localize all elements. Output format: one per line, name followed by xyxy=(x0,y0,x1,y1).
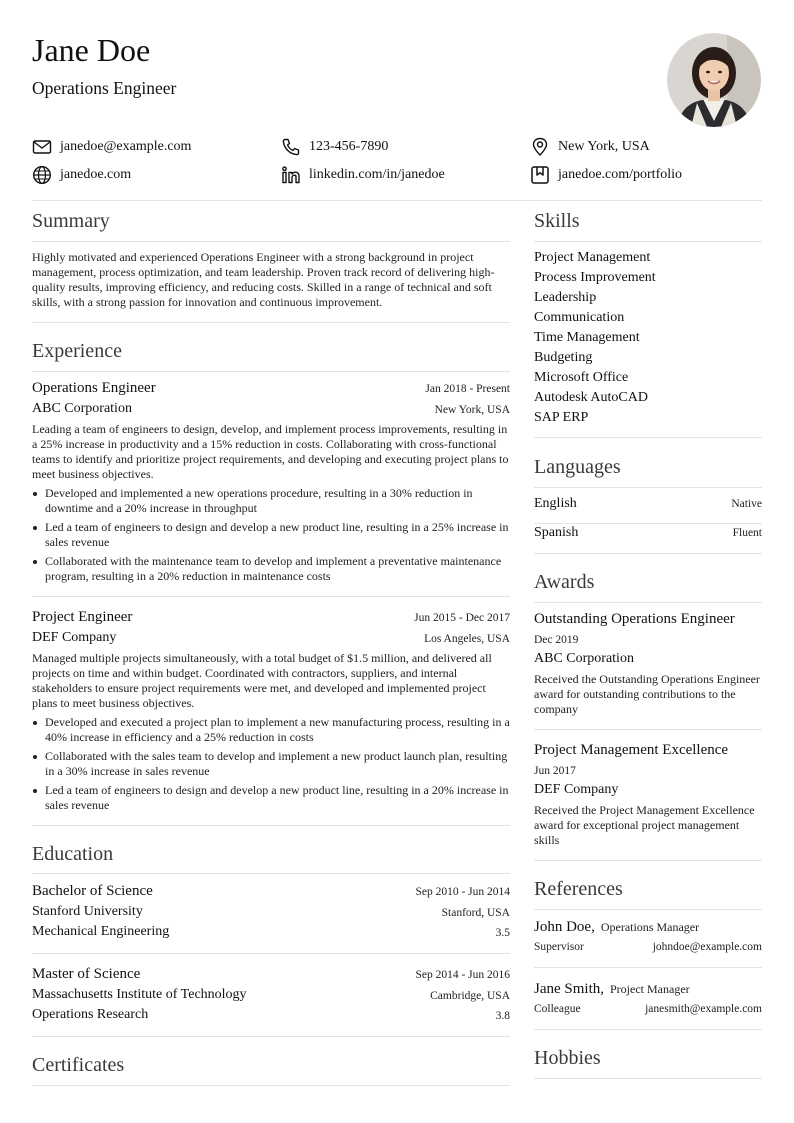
award-issuer: ABC Corporation xyxy=(534,651,634,666)
reference-name: John Doe, xyxy=(534,919,595,935)
reference-name: Jane Smith, xyxy=(534,981,604,997)
skill-item: Autodesk AutoCAD xyxy=(534,390,648,405)
reference-role: Project Manager xyxy=(610,982,690,996)
contact-linkedin[interactable] xyxy=(281,165,445,185)
education-divider xyxy=(32,873,510,874)
job-description: Managed multiple projects simultaneously, with a total budget of $1.5 million, and delivered all projects on time and within budget. Coordinated with contractors, suppliers, and internal stakeholders to ensure project requirements were met, and developed and implemented project plans to meet business objectives. xyxy=(32,651,492,710)
references-heading: References xyxy=(534,878,623,900)
contact-location xyxy=(530,137,650,157)
edu-dates: Sep 2014 - Jun 2016 xyxy=(415,969,510,981)
contact-phone[interactable] xyxy=(281,137,388,157)
skill-item: Process Improvement xyxy=(534,270,656,285)
contact-email[interactable] xyxy=(32,137,191,157)
summary-heading: Summary xyxy=(32,210,110,232)
job-title: Project Engineer xyxy=(32,609,133,625)
reference-relation: Supervisor xyxy=(534,941,584,953)
skill-item: SAP ERP xyxy=(534,410,589,425)
edu-divider xyxy=(32,953,510,954)
contact-location-text: New York, USA xyxy=(558,139,650,154)
job-bullet: Developed and executed a project plan to implement a new manufacturing process, resulting in a 40% increase in efficiency and a 25% reduction in costs xyxy=(32,715,510,745)
award-description: Received the Project Management Excellence award for exceptional project management skills xyxy=(534,803,755,847)
reference-email[interactable]: janesmith@example.com xyxy=(645,1003,762,1015)
awards-divider xyxy=(534,602,762,603)
contact-website[interactable] xyxy=(32,165,131,185)
award-issuer: DEF Company xyxy=(534,782,619,797)
portfolio-icon xyxy=(530,165,550,185)
job-dates: Jan 2018 - Present xyxy=(425,383,510,395)
globe-icon xyxy=(32,165,52,185)
award-divider xyxy=(534,729,762,730)
hobbies-divider xyxy=(534,1078,762,1079)
award-date: Jun 2017 xyxy=(534,765,576,777)
award-description: Received the Outstanding Operations Engineer award for outstanding contributions to the company xyxy=(534,672,760,716)
language-level: Fluent xyxy=(732,527,762,539)
edu-dates: Sep 2010 - Jun 2014 xyxy=(415,886,510,898)
linkedin-icon xyxy=(281,165,301,185)
skill-item: Budgeting xyxy=(534,350,593,365)
experience-heading: Experience xyxy=(32,340,122,362)
award-date: Dec 2019 xyxy=(534,634,579,646)
contact-linkedin-text: linkedin.com/in/janedoe xyxy=(309,167,445,182)
skills-end-divider xyxy=(534,437,762,438)
mail-icon xyxy=(32,137,52,157)
skill-item: Communication xyxy=(534,310,625,325)
award-title: Project Management Excellence xyxy=(534,742,729,758)
profile-photo xyxy=(667,33,761,127)
skills-divider xyxy=(534,241,762,242)
job-bullet: Developed and implemented a new operations procedure, resulting in a 30% reduction in downtime and a 20% increase in throughput xyxy=(32,486,510,516)
hobbies-heading: Hobbies xyxy=(534,1047,601,1069)
skill-item: Microsoft Office xyxy=(534,370,629,385)
location-pin-icon xyxy=(530,137,550,157)
job-bullet: Collaborated with the sales team to develop and implement a new product launch plan, resulting in a 30% increase in sales revenue xyxy=(32,749,510,779)
languages-heading: Languages xyxy=(534,456,621,478)
job-divider xyxy=(32,596,510,597)
edu-school: Stanford University xyxy=(32,904,143,919)
skill-item: Time Management xyxy=(534,330,640,345)
contact-phone-text: 123-456-7890 xyxy=(309,139,389,154)
job-bullet: Led a team of engineers to design and develop a new product line, resulting in a 25% increase in sales revenue xyxy=(32,520,510,550)
edu-degree: Master of Science xyxy=(32,966,141,982)
job-title: Operations Engineer xyxy=(32,380,156,396)
contact-email-text: janedoe@example.com xyxy=(60,139,192,154)
edu-location: Stanford, USA xyxy=(441,907,510,919)
reference-header xyxy=(534,979,762,999)
reference-email[interactable]: johndoe@example.com xyxy=(652,941,762,953)
education-end-divider xyxy=(32,1036,510,1037)
job-company: DEF Company xyxy=(32,630,117,645)
edu-field: Operations Research xyxy=(32,1007,149,1022)
languages-divider xyxy=(534,487,762,488)
awards-end-divider xyxy=(534,860,762,861)
edu-gpa: 3.8 xyxy=(495,1010,510,1022)
experience-divider xyxy=(32,371,510,372)
skills-heading: Skills xyxy=(534,210,580,232)
references-end-divider xyxy=(534,1029,762,1030)
job-location: New York, USA xyxy=(434,404,510,416)
edu-school: Massachusetts Institute of Technology xyxy=(32,987,247,1002)
reference-header xyxy=(534,917,762,937)
job-bullet: Collaborated with the maintenance team to develop and implement a preventative maintenance program, resulting in a 20% reduction in maintenance costs xyxy=(32,554,510,584)
phone-icon xyxy=(281,137,301,157)
job-bullet: Led a team of engineers to design and develop a new product line, resulting in a 20% increase in sales revenue xyxy=(32,783,510,813)
edu-field: Mechanical Engineering xyxy=(32,924,170,939)
languages-end-divider xyxy=(534,553,762,554)
summary-divider xyxy=(32,241,510,242)
language-name: English xyxy=(534,496,577,511)
certificates-divider xyxy=(32,1085,510,1086)
skill-item: Project Management xyxy=(534,250,651,265)
reference-relation: Colleague xyxy=(534,1003,581,1015)
job-company: ABC Corporation xyxy=(32,401,132,416)
candidate-name: Jane Doe xyxy=(32,32,151,68)
job-description: Leading a team of engineers to design, develop, and implement process improvements, resulting in a 25% increase in productivity and a 15% reduction in costs. Collaborating with cross-functional teams to identify and prioritize project requirements, and developing and executing project plans to meet business objectives. xyxy=(32,422,509,481)
summary-text: Highly motivated and experienced Operations Engineer with a strong background in project management, process optimization, and team leadership. Proven track record of delivering high-quality results, improving efficiency, and reducing costs. Skilled in a range of technical and soft skills, with a strong passion for innovation and continuous improvement. xyxy=(32,250,495,309)
edu-location: Cambridge, USA xyxy=(430,990,510,1002)
experience-end-divider xyxy=(32,825,510,826)
candidate-title: Operations Engineer xyxy=(32,78,177,98)
edu-gpa: 3.5 xyxy=(495,927,510,939)
education-heading: Education xyxy=(32,843,114,865)
profile-photo-icon xyxy=(667,33,761,127)
job-dates: Jun 2015 - Dec 2017 xyxy=(414,612,510,624)
contact-portfolio[interactable] xyxy=(530,165,682,185)
edu-degree: Bachelor of Science xyxy=(32,883,153,899)
skill-item: Leadership xyxy=(534,290,597,305)
contact-website-text: janedoe.com xyxy=(60,167,132,182)
summary-end-divider xyxy=(32,322,510,323)
reference-divider xyxy=(534,967,762,968)
contact-portfolio-text: janedoe.com/portfolio xyxy=(558,167,683,182)
certificates-heading: Certificates xyxy=(32,1054,125,1076)
job-location: Los Angeles, USA xyxy=(424,633,510,645)
awards-heading: Awards xyxy=(534,571,595,593)
reference-role: Operations Manager xyxy=(600,920,700,934)
references-divider xyxy=(534,909,762,910)
award-title: Outstanding Operations Engineer xyxy=(534,611,735,627)
header-divider xyxy=(32,200,762,201)
language-name: Spanish xyxy=(534,525,579,540)
language-level: Native xyxy=(731,498,762,510)
